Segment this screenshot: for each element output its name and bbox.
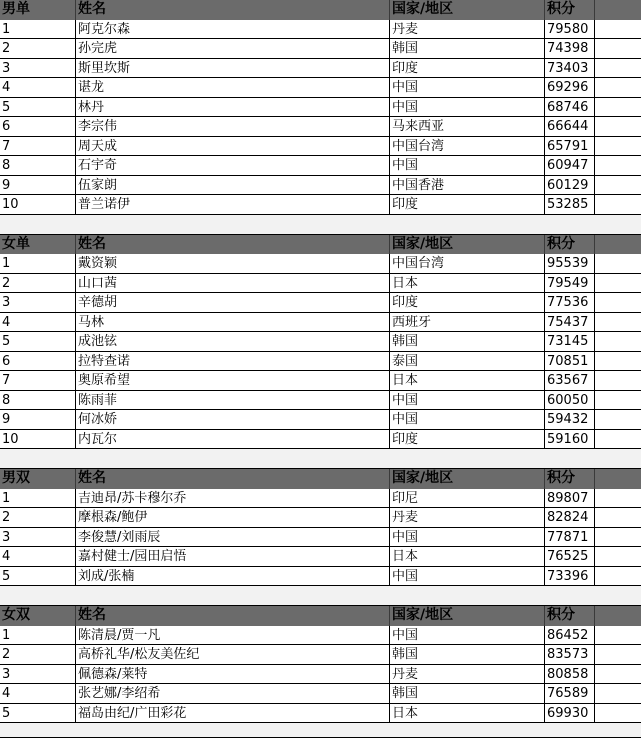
region-cell: 中国 — [390, 567, 545, 586]
points-cell: 89807 — [545, 489, 595, 508]
name-cell: 阿克尔森 — [76, 20, 390, 39]
name-cell: 嘉村健士/园田启悟 — [76, 547, 390, 566]
rank-cell: 4 — [0, 78, 76, 97]
section-mens-doubles — [0, 469, 641, 586]
region-column-header: 国家/地区 — [390, 0, 545, 20]
table-row — [0, 489, 641, 509]
name-cell: 山口茜 — [76, 274, 390, 293]
rank-cell: 2 — [0, 274, 76, 293]
rank-cell: 10 — [0, 430, 76, 449]
name-cell: 摩根森/鲍伊 — [76, 508, 390, 527]
name-column-header: 姓名 — [76, 0, 390, 20]
points-cell: 69930 — [545, 704, 595, 723]
points-cell: 74398 — [545, 39, 595, 58]
table-row — [0, 352, 641, 372]
table-row — [0, 704, 641, 724]
rank-cell: 8 — [0, 156, 76, 175]
region-cell: 中国 — [390, 410, 545, 429]
section-header-row — [0, 235, 641, 255]
section-header-row — [0, 0, 641, 20]
rank-cell: 7 — [0, 371, 76, 390]
rank-cell: 2 — [0, 645, 76, 664]
region-cell: 韩国 — [390, 684, 545, 703]
points-cell: 59160 — [545, 430, 595, 449]
rank-cell: 9 — [0, 410, 76, 429]
points-cell: 60050 — [545, 391, 595, 410]
rank-cell: 3 — [0, 59, 76, 78]
name-cell: 戴资颖 — [76, 254, 390, 273]
name-cell: 陈雨菲 — [76, 391, 390, 410]
name-cell: 佩德森/莱特 — [76, 665, 390, 684]
table-row — [0, 665, 641, 685]
table-row — [0, 156, 641, 176]
points-cell: 73396 — [545, 567, 595, 586]
rank-cell: 4 — [0, 313, 76, 332]
table-row — [0, 508, 641, 528]
table-row — [0, 313, 641, 333]
table-row — [0, 117, 641, 137]
section-spacer — [0, 449, 641, 469]
region-cell: 韩国 — [390, 332, 545, 351]
points-cell: 77871 — [545, 528, 595, 547]
section-header-row — [0, 606, 641, 626]
points-cell: 73403 — [545, 59, 595, 78]
section-title: 男单 — [0, 0, 76, 20]
region-cell: 中国台湾 — [390, 137, 545, 156]
points-cell: 79549 — [545, 274, 595, 293]
region-cell: 马来西亚 — [390, 117, 545, 136]
name-cell: 内瓦尔 — [76, 430, 390, 449]
name-column-header: 姓名 — [76, 235, 390, 255]
points-cell: 70851 — [545, 352, 595, 371]
table-row — [0, 254, 641, 274]
name-cell: 成池铉 — [76, 332, 390, 351]
section-title: 女单 — [0, 235, 76, 255]
table-row — [0, 39, 641, 59]
rank-cell: 2 — [0, 508, 76, 527]
points-cell: 65791 — [545, 137, 595, 156]
points-cell: 77536 — [545, 293, 595, 312]
section-title: 男双 — [0, 469, 76, 489]
name-cell: 林丹 — [76, 98, 390, 117]
name-cell: 马林 — [76, 313, 390, 332]
table-row — [0, 626, 641, 646]
name-column-header: 姓名 — [76, 606, 390, 626]
points-cell: 59432 — [545, 410, 595, 429]
region-cell: 中国香港 — [390, 176, 545, 195]
table-row — [0, 371, 641, 391]
points-cell: 82824 — [545, 508, 595, 527]
rank-cell: 6 — [0, 117, 76, 136]
name-cell: 孙完虎 — [76, 39, 390, 58]
name-cell: 张艺娜/李绍希 — [76, 684, 390, 703]
region-cell: 印尼 — [390, 489, 545, 508]
name-cell: 普兰诺伊 — [76, 195, 390, 214]
table-row — [0, 645, 641, 665]
region-cell: 日本 — [390, 547, 545, 566]
rank-cell: 7 — [0, 137, 76, 156]
name-cell: 福岛由纪/广田彩花 — [76, 704, 390, 723]
rank-cell: 4 — [0, 547, 76, 566]
rank-cell: 9 — [0, 176, 76, 195]
section-spacer — [0, 586, 641, 606]
rank-cell: 4 — [0, 684, 76, 703]
section-header-row — [0, 469, 641, 489]
points-cell: 63567 — [545, 371, 595, 390]
section-mens-singles — [0, 0, 641, 215]
table-row — [0, 547, 641, 567]
table-row — [0, 391, 641, 411]
rank-cell: 5 — [0, 98, 76, 117]
name-cell: 高桥礼华/松友美佐纪 — [76, 645, 390, 664]
points-column-header: 积分 — [545, 235, 595, 255]
rank-cell: 1 — [0, 489, 76, 508]
points-cell: 76589 — [545, 684, 595, 703]
table-row — [0, 59, 641, 79]
table-row — [0, 20, 641, 40]
table-row — [0, 78, 641, 98]
points-cell: 95539 — [545, 254, 595, 273]
region-cell: 中国台湾 — [390, 254, 545, 273]
region-cell: 中国 — [390, 391, 545, 410]
points-cell: 79580 — [545, 20, 595, 39]
table-row — [0, 332, 641, 352]
region-cell: 韩国 — [390, 39, 545, 58]
points-cell: 60129 — [545, 176, 595, 195]
section-spacer — [0, 215, 641, 235]
table-row — [0, 684, 641, 704]
rank-cell: 6 — [0, 352, 76, 371]
region-cell: 丹麦 — [390, 508, 545, 527]
name-cell: 周天成 — [76, 137, 390, 156]
name-cell: 李俊慧/刘雨辰 — [76, 528, 390, 547]
region-cell: 韩国 — [390, 645, 545, 664]
points-cell: 80858 — [545, 665, 595, 684]
table-row — [0, 430, 641, 450]
table-row — [0, 528, 641, 548]
rank-cell: 1 — [0, 626, 76, 645]
section-title: 女双 — [0, 606, 76, 626]
rank-cell: 3 — [0, 293, 76, 312]
rank-cell: 5 — [0, 567, 76, 586]
points-column-header: 积分 — [545, 606, 595, 626]
rank-cell: 1 — [0, 20, 76, 39]
section-womens-singles — [0, 235, 641, 450]
name-column-header: 姓名 — [76, 469, 390, 489]
table-row — [0, 176, 641, 196]
name-cell: 刘成/张楠 — [76, 567, 390, 586]
rank-cell: 3 — [0, 528, 76, 547]
rank-cell: 5 — [0, 704, 76, 723]
region-cell: 日本 — [390, 704, 545, 723]
points-cell: 53285 — [545, 195, 595, 214]
points-cell: 68746 — [545, 98, 595, 117]
region-column-header: 国家/地区 — [390, 235, 545, 255]
rank-cell: 8 — [0, 391, 76, 410]
region-cell: 中国 — [390, 78, 545, 97]
name-cell: 谌龙 — [76, 78, 390, 97]
points-cell: 73145 — [545, 332, 595, 351]
region-cell: 日本 — [390, 371, 545, 390]
region-cell: 日本 — [390, 274, 545, 293]
table-row — [0, 274, 641, 294]
region-cell: 丹麦 — [390, 665, 545, 684]
name-cell: 何冰娇 — [76, 410, 390, 429]
rank-cell: 2 — [0, 39, 76, 58]
name-cell: 吉迪昂/苏卡穆尔乔 — [76, 489, 390, 508]
points-cell: 75437 — [545, 313, 595, 332]
region-cell: 泰国 — [390, 352, 545, 371]
region-column-header: 国家/地区 — [390, 469, 545, 489]
name-cell: 陈清晨/贾一凡 — [76, 626, 390, 645]
region-cell: 印度 — [390, 293, 545, 312]
region-cell: 印度 — [390, 59, 545, 78]
name-cell: 石宇奇 — [76, 156, 390, 175]
points-cell: 76525 — [545, 547, 595, 566]
points-cell: 86452 — [545, 626, 595, 645]
rank-cell: 1 — [0, 254, 76, 273]
rank-cell: 10 — [0, 195, 76, 214]
table-row — [0, 410, 641, 430]
section-womens-doubles — [0, 606, 641, 723]
name-cell: 奥原希望 — [76, 371, 390, 390]
table-row — [0, 293, 641, 313]
table-row — [0, 567, 641, 587]
points-cell: 69296 — [545, 78, 595, 97]
rank-cell: 3 — [0, 665, 76, 684]
region-cell: 中国 — [390, 528, 545, 547]
table-row — [0, 98, 641, 118]
region-cell: 印度 — [390, 430, 545, 449]
points-cell: 83573 — [545, 645, 595, 664]
region-cell: 印度 — [390, 195, 545, 214]
name-cell: 辛德胡 — [76, 293, 390, 312]
region-cell: 中国 — [390, 626, 545, 645]
region-cell: 西班牙 — [390, 313, 545, 332]
name-cell: 拉特查诺 — [76, 352, 390, 371]
name-cell: 伍家朗 — [76, 176, 390, 195]
rank-cell: 5 — [0, 332, 76, 351]
name-cell: 李宗伟 — [76, 117, 390, 136]
points-cell: 60947 — [545, 156, 595, 175]
region-cell: 中国 — [390, 98, 545, 117]
name-cell: 斯里坎斯 — [76, 59, 390, 78]
table-row — [0, 137, 641, 157]
points-column-header: 积分 — [545, 0, 595, 20]
points-column-header: 积分 — [545, 469, 595, 489]
region-cell: 中国 — [390, 156, 545, 175]
region-cell: 丹麦 — [390, 20, 545, 39]
table-row — [0, 195, 641, 215]
points-cell: 66644 — [545, 117, 595, 136]
region-column-header: 国家/地区 — [390, 606, 545, 626]
